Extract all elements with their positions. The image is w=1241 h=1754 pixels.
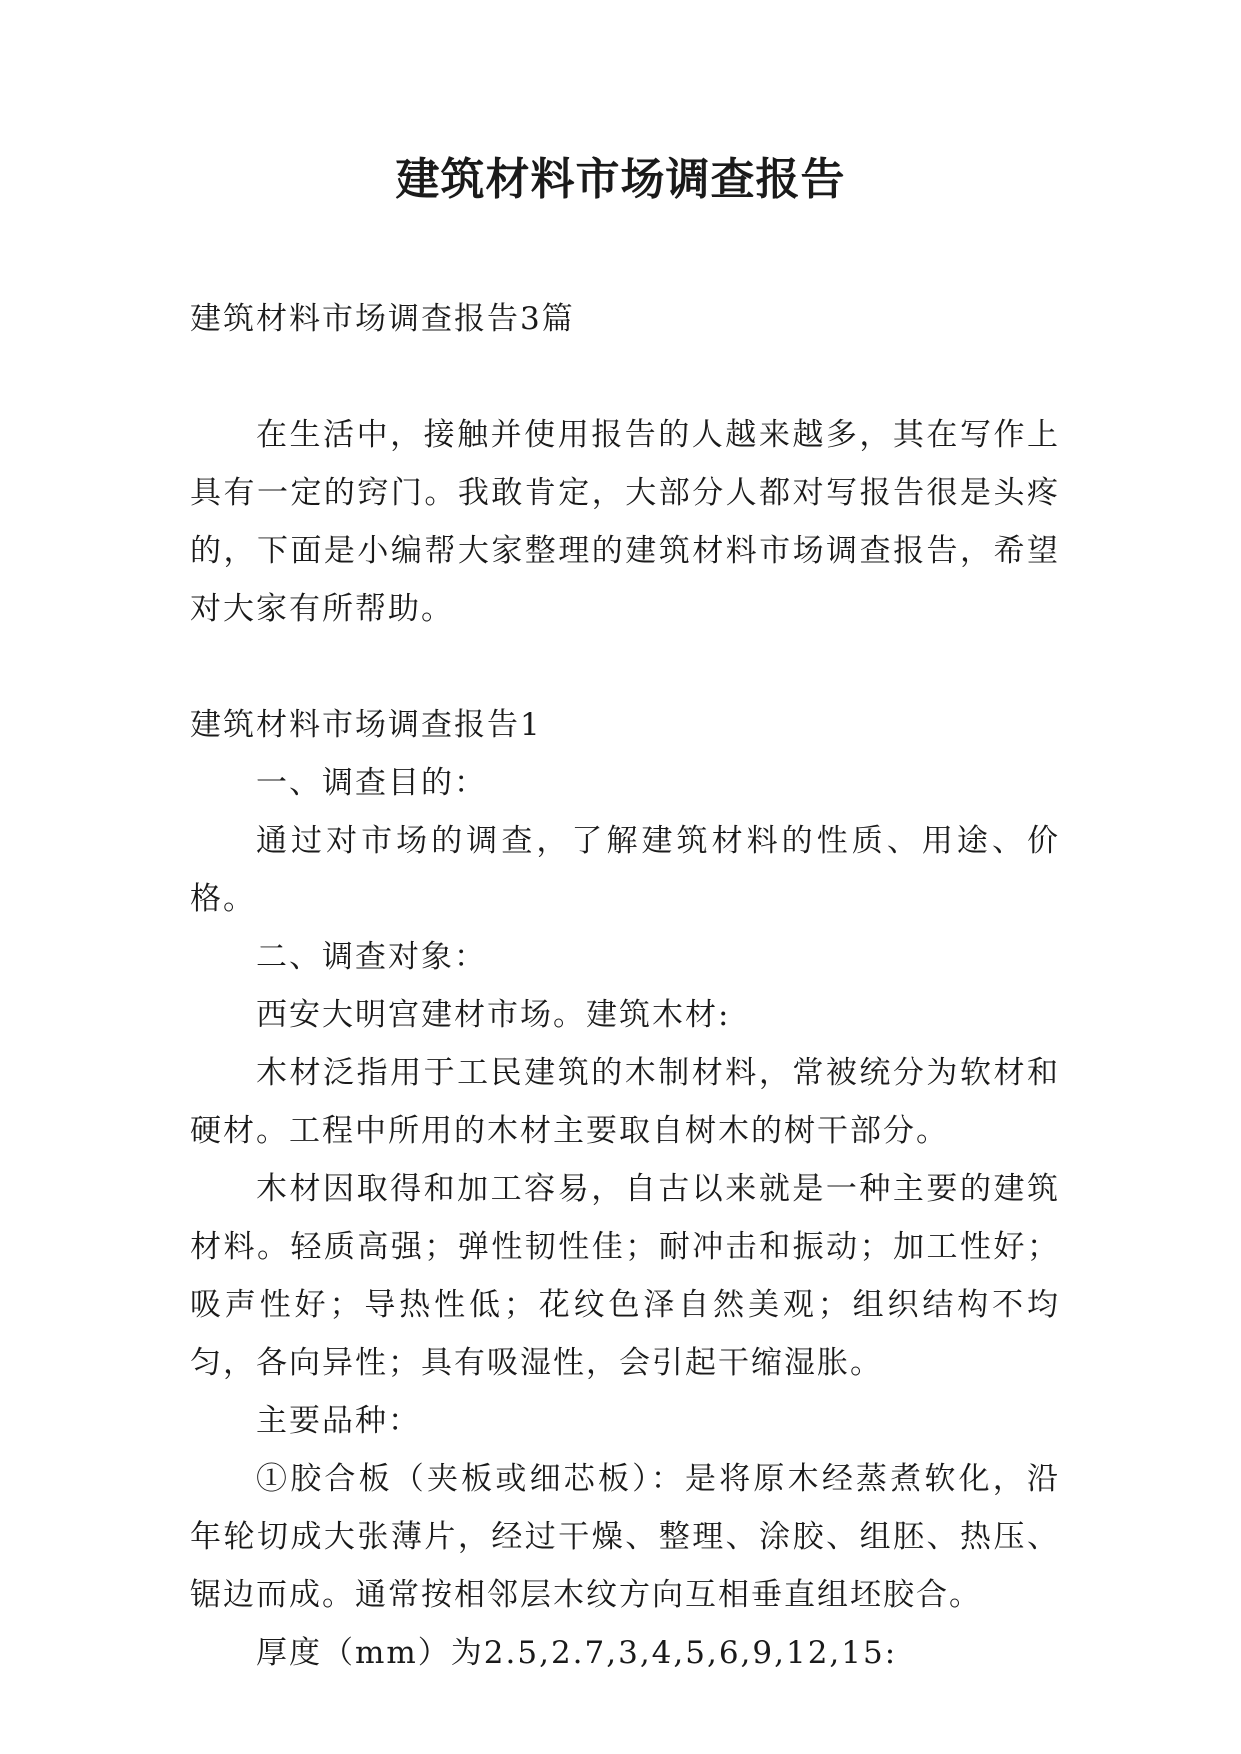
- intro-paragraph: 在生活中，接触并使用报告的人越来越多，其在写作上具有一定的窍门。我敢肯定，大部分人都对写报告很是头疼的，下面是小编帮大家整理的建筑材料市场调查报告，希望对大家有所帮助。: [190, 417, 1060, 627]
- body-paragraph: 木材泛指用于工民建筑的木制材料，常被统分为软材和硬材。工程中所用的木材主要取自树木的树干部分。: [190, 1055, 1060, 1149]
- subtitle-paragraph: 建筑材料市场调查报告3篇: [190, 301, 575, 337]
- body-paragraph: ①胶合板（夹板或细芯板）：是将原木经蒸煮软化，沿年轮切成大张薄片，经过干燥、整理、涂胶、组胚、热压、锯边而成。通常按相邻层木纹方向互相垂直组坯胶合。: [190, 1461, 1060, 1613]
- document-title: 建筑材料市场调查报告: [395, 154, 846, 205]
- section-heading: 建筑材料市场调查报告1: [190, 707, 542, 743]
- body-paragraph: 主要品种：: [256, 1403, 421, 1439]
- body-paragraph: 厚度（mm）为2.5,2.7,3,4,5,6,9,12,15:: [256, 1635, 898, 1671]
- body-paragraph: 西安大明宫建材市场。建筑木材:: [256, 997, 731, 1033]
- body-paragraph: 木材因取得和加工容易，自古以来就是一种主要的建筑材料。轻质高强；弹性韧性佳；耐冲击和振动；加工性好；吸声性好；导热性低；花纹色泽自然美观；组织结构不均匀，各向异性；具有吸湿性，会引起干缩湿胀。: [190, 1171, 1060, 1381]
- body-paragraph: 一、调查目的：: [256, 765, 487, 801]
- body-paragraph: 通过对市场的调查，了解建筑材料的性质、用途、价格。: [190, 823, 1060, 917]
- document-body: [190, 290, 1060, 1682]
- body-paragraph: 二、调查对象：: [256, 939, 487, 975]
